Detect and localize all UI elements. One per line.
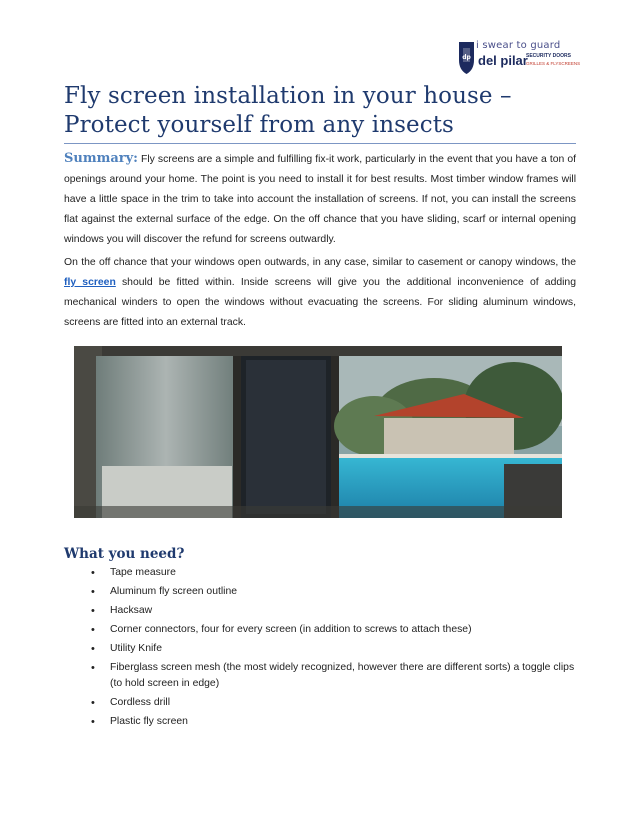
page-title: Fly screen installation in your house – Protect yourself from any insects bbox=[64, 83, 512, 138]
logo-brand: del pilar bbox=[478, 53, 528, 68]
list-item: • Tape measure bbox=[88, 565, 576, 581]
paragraph-text-before: On the off chance that your windows open outwards, in any case, similar to casement or canopy windows, the bbox=[64, 257, 576, 268]
needs-list bbox=[88, 565, 576, 733]
list-item: • Hacksaw bbox=[88, 603, 576, 619]
list-item: • Plastic fly screen bbox=[88, 714, 576, 730]
list-item: • Cordless drill bbox=[88, 695, 576, 711]
summary-paragraph bbox=[64, 149, 576, 250]
svg-text:dp: dp bbox=[462, 54, 471, 61]
logo-tagline: i swear to guard bbox=[476, 40, 561, 51]
fly-screen-photo bbox=[74, 346, 562, 518]
title-divider bbox=[64, 143, 576, 144]
company-logo bbox=[456, 40, 581, 76]
fly-screen-link[interactable]: fly screen bbox=[64, 277, 116, 288]
shield-logo-icon bbox=[456, 40, 478, 76]
logo-subline-1: SECURITY DOORS bbox=[526, 53, 571, 59]
list-item: • Utility Knife bbox=[88, 641, 576, 657]
summary-label: Summary: bbox=[64, 151, 138, 166]
section-heading: What you need? bbox=[64, 546, 185, 562]
paragraph-text-after: should be fitted within. Inside screens will give you the additional inconvenience of adding mechanical winders to open the windows without evacuating the screens. For sliding aluminum windows, screens are fitted into an external track. bbox=[64, 277, 576, 328]
summary-text: Fly screens are a simple and fulfilling fix-it work, particularly in the event that you have a ton of openings around your home. The point is you need to install it for best results. Most timber window frames will have a little space in the trim to take into account the installation of screens. If not, you can install the screens flat against the external surface of the edge. On the off chance that you have sliding, scarf or internal opening windows you will discover the refund for screens outwardly. bbox=[64, 154, 576, 245]
list-item: • Aluminum fly screen outline bbox=[88, 584, 576, 600]
list-item: • Fiberglass screen mesh (the most widely recognized, however there are different sorts) a toggle clips (to hold screen in edge) bbox=[88, 660, 576, 692]
body-paragraph bbox=[64, 253, 576, 333]
logo-subline-2: GRILLES & FLYSCREENS bbox=[526, 61, 581, 66]
photo-illustration bbox=[74, 346, 562, 518]
list-item: • Corner connectors, four for every screen (in addition to screws to attach these) bbox=[88, 622, 576, 638]
